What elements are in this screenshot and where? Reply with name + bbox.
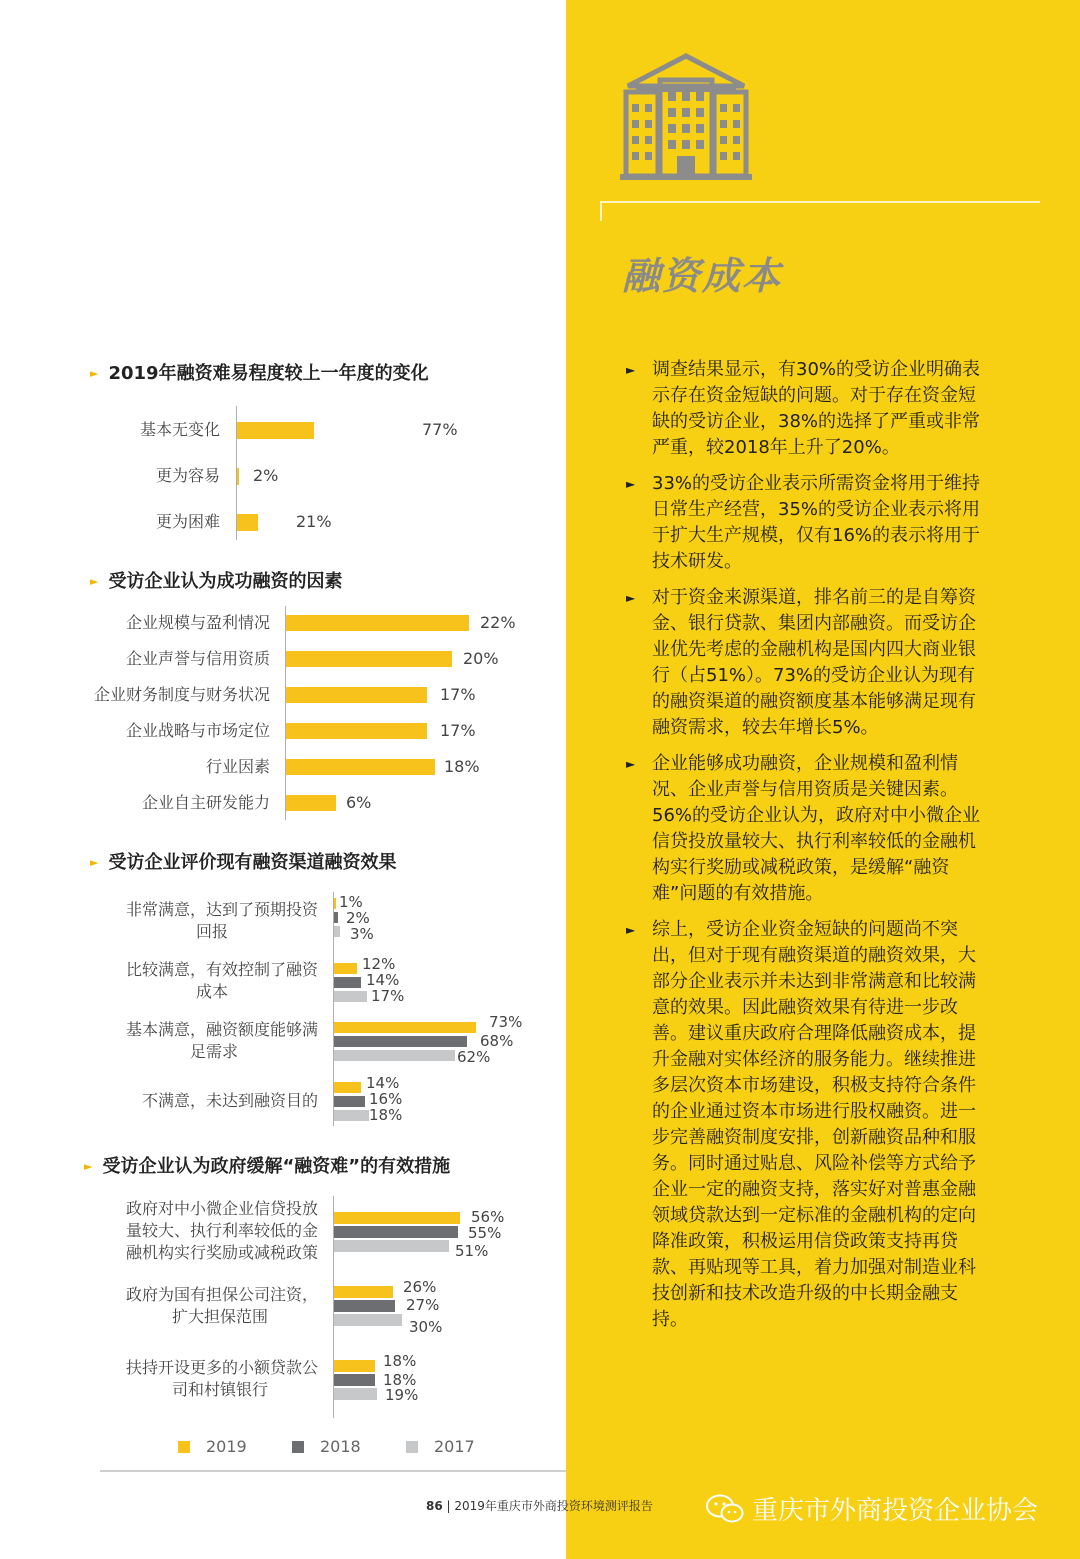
legend-item-2017: 2017 — [406, 1437, 475, 1456]
title-rule — [600, 201, 1040, 203]
bar-value: 1% — [339, 893, 363, 911]
bullet-item: ► 对于资金来源渠道，排名前三的是自筹资金、银行贷款、集团内部融资。而受访企业优先考虑的金融机构是国内四大商业银行（占51%）。73%的受访企业认为现有的融资渠道的融资额度基本能够满足现有融资需求，较去年增长5%。 — [626, 585, 986, 741]
bar-value: 68% — [480, 1032, 514, 1050]
legend-swatch — [406, 1441, 418, 1453]
bar-label: 不满意，未达到融资目的 — [141, 1091, 318, 1110]
bar — [334, 991, 367, 1002]
bar-value: 19% — [385, 1386, 419, 1404]
legend-swatch — [292, 1441, 304, 1453]
footer-rule — [100, 1470, 566, 1472]
bar-value: 2% — [346, 909, 370, 927]
bar — [334, 926, 340, 937]
title-rule-tick — [600, 201, 602, 221]
bar-label: 企业财务制度与财务状况 — [93, 685, 270, 704]
bar-label: 企业自主研发能力 — [141, 793, 270, 812]
bar — [334, 1110, 369, 1121]
bar-value: 26% — [403, 1278, 437, 1296]
bar-label: 非常满意，达到了预期投资 回报 — [125, 900, 318, 941]
bar — [334, 1036, 467, 1047]
bar — [334, 898, 336, 909]
bar-value: 17% — [440, 721, 476, 740]
section-title: ► 2019年融资难易程度较上一年度的变化 — [90, 363, 429, 384]
bar — [334, 1226, 458, 1238]
bar-value: 14% — [366, 971, 400, 989]
bar-value: 73% — [489, 1013, 523, 1031]
bar — [334, 1360, 375, 1372]
watermark: 重庆市外商投资企业协会 — [706, 1490, 1038, 1527]
bar-value: 17% — [371, 987, 405, 1005]
bar-value: 22% — [480, 613, 516, 632]
bar — [286, 795, 336, 811]
bar — [237, 514, 258, 531]
bullet-item: ► 综上，受访企业资金短缺的问题尚不突出，但对于现有融资渠道的融资效果，大部分企业表示并未达到非常满意和比较满意的效果。因此融资效果有待进一步改善。建议重庆政府合理降低融资成本，提升金融对实体经济的服务能力。继续推进多层次资本市场建设，积极支持符合条件的企业通过资本市场进行股权融资。进一步完善融资制度安排，创新融资品种和服务。同时通过贴息、风险补偿等方式给予企业一定的融资支持，落实好对普惠金融领域贷款达到一定标准的金融机构的定向降准政策，积极运用信贷政策支持再贷款、再贴现等工具，着力加强对制造业科技创新和技术改造升级的中长期金融支持。 — [626, 917, 986, 1333]
bar-value: 77% — [422, 420, 458, 439]
bar — [334, 1096, 365, 1107]
triangle-icon: ► — [90, 367, 99, 380]
chart-axis — [285, 606, 286, 820]
bar-value: 2% — [253, 466, 279, 485]
bar-label: 扶持开设更多的小额贷款公 司和村镇银行 — [125, 1358, 318, 1399]
bar — [334, 912, 338, 923]
bar-value: 16% — [369, 1090, 403, 1108]
bar — [334, 1212, 460, 1224]
bar — [334, 1388, 377, 1400]
bar-value: 18% — [444, 757, 480, 776]
bar — [334, 1022, 476, 1033]
bar — [334, 1314, 402, 1326]
triangle-icon: ► — [84, 1160, 93, 1173]
legend-swatch — [178, 1441, 190, 1453]
building-icon — [620, 52, 752, 184]
report-title: 2019年重庆市外商投资环境测评报告 — [454, 1499, 653, 1513]
bullet-item: ► 调查结果显示，有30%的受访企业明确表示存在资金短缺的问题。对于存在资金短缺的受访企业，38%的选择了严重或非常严重，较2018年上升了20%。 — [626, 357, 986, 461]
triangle-icon: ► — [90, 575, 99, 588]
bar-label: 政府对中小微企业信贷投放 量较大、执行利率较低的金 融机构实行奖励或减税政策 — [125, 1199, 318, 1262]
bar-label: 基本无变化 — [139, 420, 220, 439]
bullet-list — [626, 357, 986, 1343]
bullet-item: ► 33%的受访企业表示所需资金将用于维持日常生产经营，35%的受访企业表示将用于扩大生产规模，仅有16%的表示将用于技术研发。 — [626, 471, 986, 575]
bar — [286, 651, 452, 667]
bar-value: 17% — [440, 685, 476, 704]
bar — [237, 422, 314, 439]
bar — [334, 1240, 449, 1252]
bar — [334, 1082, 361, 1093]
bar-label: 企业战略与市场定位 — [125, 721, 270, 740]
triangle-icon: ► — [90, 856, 99, 869]
bar-value: 18% — [369, 1106, 403, 1124]
bar-value: 12% — [362, 955, 396, 973]
bar-value: 18% — [383, 1371, 417, 1389]
bar-label: 企业规模与盈利情况 — [125, 613, 270, 632]
bar — [237, 468, 239, 485]
bar-value: 56% — [471, 1208, 505, 1226]
page-title: 融资成本 — [622, 254, 783, 298]
section-title: ► 受访企业认为成功融资的因素 — [90, 571, 343, 592]
page-footer: 86 | 2019年重庆市外商投资环境测评报告 — [426, 1499, 653, 1513]
legend-item-2018: 2018 — [292, 1437, 361, 1456]
wechat-icon — [706, 1494, 744, 1524]
bar — [334, 977, 361, 988]
bar-label: 更为困难 — [155, 512, 220, 531]
bar-label: 基本满意，融资额度能够满 足需求 — [125, 1020, 318, 1061]
page-number: 86 — [426, 1499, 443, 1513]
bar — [286, 687, 427, 703]
bar-value: 51% — [455, 1242, 489, 1260]
section-title: ► 受访企业评价现有融资渠道融资效果 — [90, 852, 397, 873]
bar-value: 6% — [346, 793, 372, 812]
bar — [334, 1286, 393, 1298]
bar — [334, 1374, 375, 1386]
bullet-item: ► 企业能够成功融资，企业规模和盈利情况、企业声誉与信用资质是关键因素。56%的受访企业认为，政府对中小微企业信贷投放量较大、执行利率较低的金融机构实行奖励或减税政策，是缓解“融资难”问题的有效措施。 — [626, 751, 986, 907]
bar-label: 行业因素 — [205, 757, 270, 776]
bar — [286, 759, 435, 775]
bar — [286, 723, 427, 739]
bar-value: 62% — [457, 1048, 491, 1066]
bar-value: 21% — [296, 512, 332, 531]
bar-value: 55% — [468, 1224, 502, 1242]
bar — [334, 1300, 395, 1312]
bar-value: 27% — [406, 1296, 440, 1314]
bar-label: 企业声誉与信用资质 — [125, 649, 270, 668]
bar-value: 14% — [366, 1074, 400, 1092]
bar — [334, 963, 357, 974]
section-title: ► 受访企业认为政府缓解“融资难”的有效措施 — [84, 1156, 451, 1177]
bar — [286, 615, 469, 631]
bar-value: 18% — [383, 1352, 417, 1370]
bar-label: 比较满意，有效控制了融资 成本 — [125, 960, 318, 1001]
bar-label: 更为容易 — [155, 466, 220, 485]
bar-value: 30% — [409, 1318, 443, 1336]
bar-label: 政府为国有担保公司注资， 扩大担保范围 — [125, 1285, 318, 1326]
bar-value: 3% — [350, 925, 374, 943]
bar-value: 20% — [463, 649, 499, 668]
bar — [334, 1050, 455, 1061]
legend-item-2019: 2019 — [178, 1437, 247, 1456]
